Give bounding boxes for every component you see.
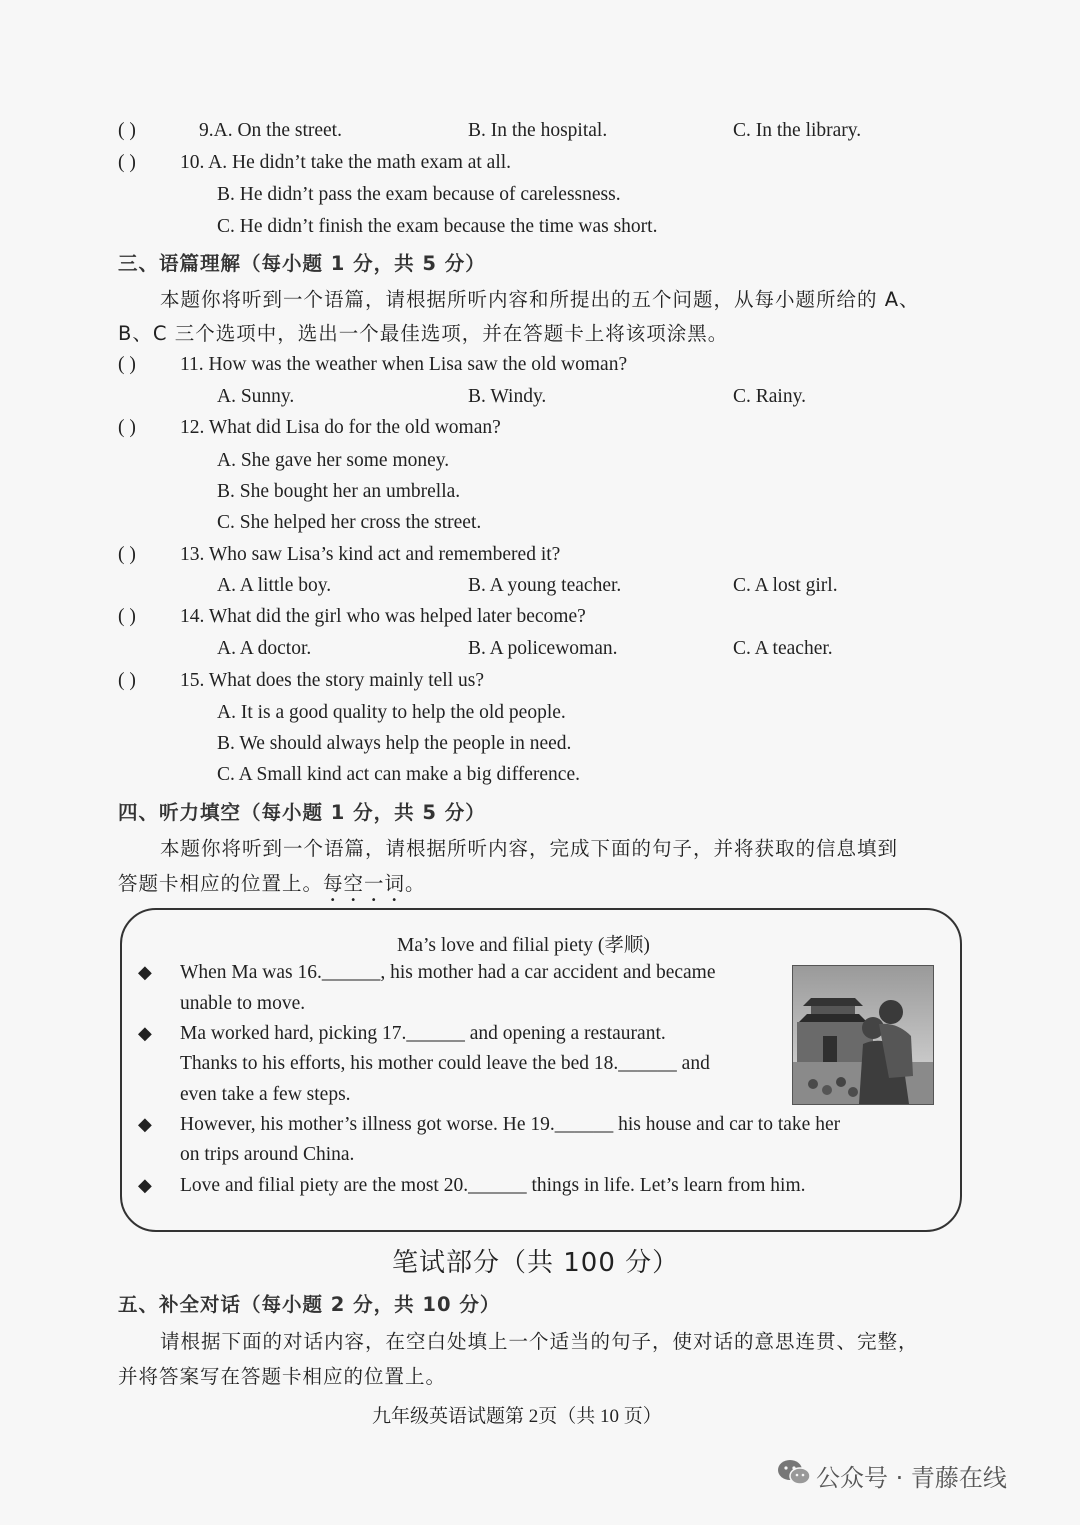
box-line-3a: However, his mother’s illness got worse. He 19.______ his house and car to take her (180, 1114, 841, 1135)
q15-stem: 15. What does the story mainly tell us? (180, 670, 485, 691)
box-line-1b: unable to move. (180, 993, 306, 1014)
q13-option-c: C. A lost girl. (733, 575, 838, 596)
section3-instruction-2: B、C 三个选项中，选出一个最佳选项，并在答题卡上将该项涂黑。 (118, 322, 729, 345)
wechat-icon (776, 1458, 812, 1493)
illustration-photo (792, 965, 934, 1105)
q9-option-c: C. In the library. (733, 120, 862, 141)
written-part-title: 笔试部分（共 100 分） (392, 1248, 680, 1278)
section4-emphasis: 每空一词 (323, 872, 406, 895)
q14-option-c: C. A teacher. (733, 638, 833, 659)
bullet-diamond-icon: ◆ (138, 1023, 152, 1044)
answer-paren: ( ) (118, 670, 136, 691)
q14-option-a: A. A doctor. (217, 638, 312, 659)
answer-paren: ( ) (118, 354, 136, 375)
answer-paren: ( ) (118, 544, 136, 565)
box-line-2a: Ma worked hard, picking 17.______ and opening a restaurant. (180, 1023, 666, 1044)
answer-paren: ( ) (118, 120, 136, 141)
section4-instruction-2c: 。 (405, 872, 426, 895)
q10-option-c: C. He didn’t finish the exam because the time was short. (217, 216, 658, 237)
box-title: Ma’s love and filial piety (孝顺) (397, 935, 650, 956)
section4-instruction-2a: 答题卡相应的位置上。 (118, 872, 324, 895)
bullet-diamond-icon: ◆ (138, 1114, 152, 1135)
box-line-2b: Thanks to his efforts, his mother could leave the bed 18.______ and (180, 1053, 710, 1074)
section4-instruction-2 (118, 868, 426, 906)
section3-instruction-1: 本题你将听到一个语篇，请根据所听内容和所提出的五个问题，从每小题所给的 A、 (160, 288, 920, 311)
page-footer: 九年级英语试题第 2页（共 10 页） (372, 1406, 662, 1427)
answer-paren: ( ) (118, 417, 136, 438)
wechat-watermark (776, 1458, 1007, 1493)
box-line-1a: When Ma was 16.______, his mother had a car accident and became (180, 962, 716, 983)
section5-instruction-1: 请根据下面的对话内容，在空白处填上一个适当的句子，使对话的意思连贯、完整， (160, 1330, 919, 1353)
q11-stem: 11. How was the weather when Lisa saw the old woman? (180, 354, 628, 375)
q13-stem: 13. Who saw Lisa’s kind act and remembered it? (180, 544, 561, 565)
q12-stem: 12. What did Lisa do for the old woman? (180, 417, 501, 438)
q12-option-c: C. She helped her cross the street. (217, 512, 482, 533)
bullet-diamond-icon: ◆ (138, 962, 152, 983)
section5-instruction-2: 并将答案写在答题卡相应的位置上。 (118, 1365, 447, 1388)
q15-option-b: B. We should always help the people in need. (217, 733, 572, 754)
q11-option-b: B. Windy. (468, 386, 547, 407)
q9-option-b: B. In the hospital. (468, 120, 608, 141)
answer-paren: ( ) (118, 152, 136, 173)
q12-option-a: A. She gave her some money. (217, 450, 450, 471)
section4-heading: 四、听力填空（每小题 1 分，共 5 分） (118, 801, 486, 824)
bullet-diamond-icon: ◆ (138, 1175, 152, 1196)
section5-heading: 五、补全对话（每小题 2 分，共 10 分） (118, 1293, 501, 1316)
box-line-4a: Love and filial piety are the most 20.______ things in life. Let’s learn from him. (180, 1175, 806, 1196)
q13-option-b: B. A young teacher. (468, 575, 622, 596)
q12-option-b: B. She bought her an umbrella. (217, 481, 461, 502)
q9-stem: 9.A. On the street. (199, 120, 342, 141)
section4-instruction-1: 本题你将听到一个语篇，请根据所听内容，完成下面的句子，并将获取的信息填到 (160, 837, 899, 860)
q11-option-c: C. Rainy. (733, 386, 806, 407)
q11-option-a: A. Sunny. (217, 386, 295, 407)
q10-stem: 10. A. He didn’t take the math exam at all. (180, 152, 512, 173)
q15-option-a: A. It is a good quality to help the old people. (217, 702, 566, 723)
box-line-3b: on trips around China. (180, 1144, 355, 1165)
q15-option-c: C. A Small kind act can make a big difference. (217, 764, 580, 785)
answer-paren: ( ) (118, 606, 136, 627)
q13-option-a: A. A little boy. (217, 575, 332, 596)
section3-heading: 三、语篇理解（每小题 1 分，共 5 分） (118, 252, 486, 275)
q14-stem: 14. What did the girl who was helped later become? (180, 606, 586, 627)
q14-option-b: B. A policewoman. (468, 638, 618, 659)
watermark-text: 公众号 · 青藤在线 (816, 1464, 1007, 1492)
q10-option-b: B. He didn’t pass the exam because of carelessness. (217, 184, 621, 205)
box-line-2c: even take a few steps. (180, 1084, 351, 1105)
